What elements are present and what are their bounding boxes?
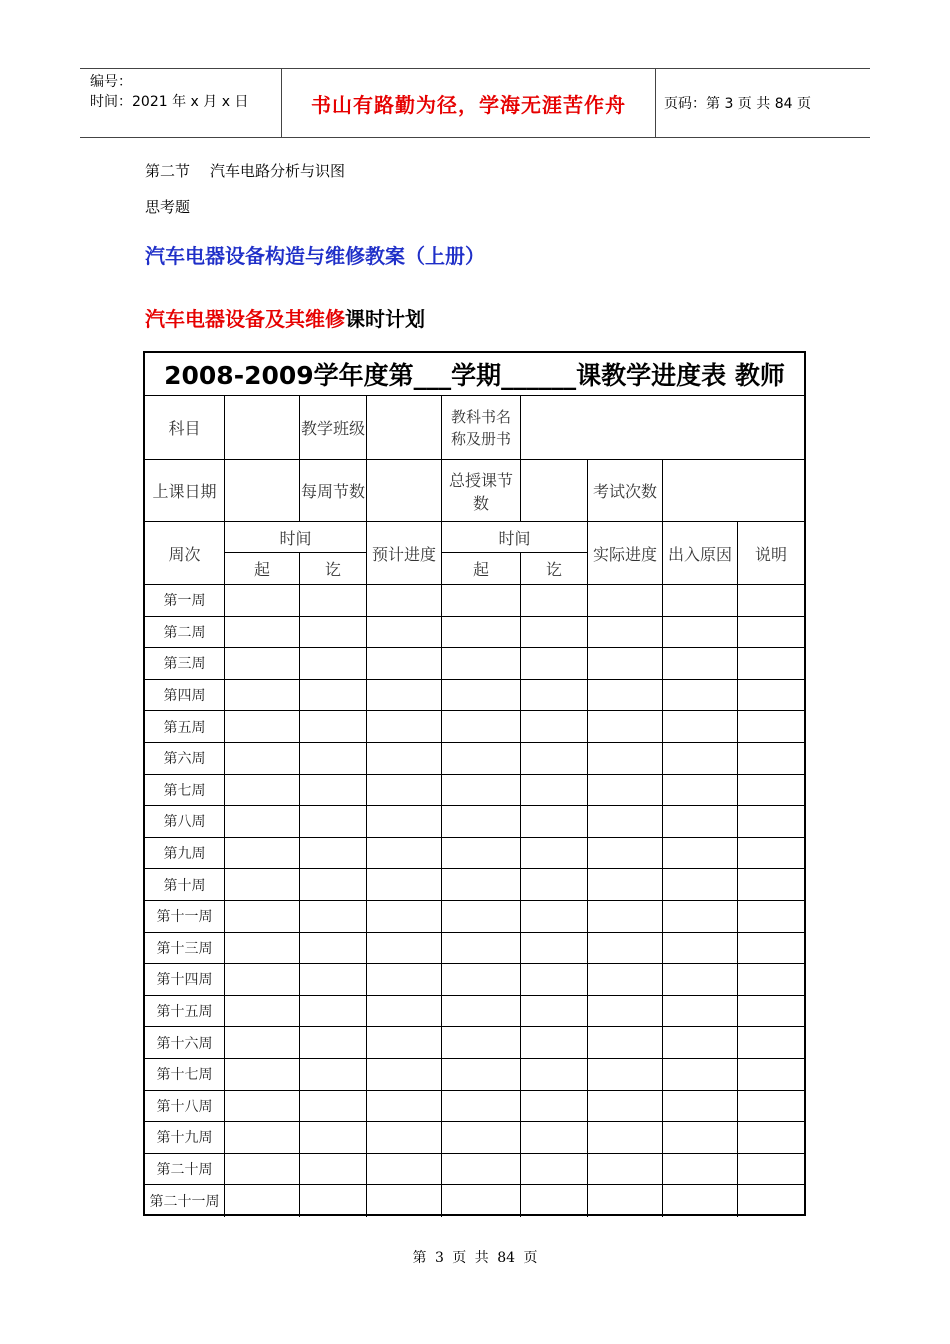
subject-value[interactable] xyxy=(225,396,300,460)
week-label: 第五周 xyxy=(145,711,225,743)
schedule-cell[interactable] xyxy=(442,648,521,680)
schedule-cell[interactable] xyxy=(521,1027,588,1059)
week-label: 第四周 xyxy=(145,680,225,712)
course-plan-title-black: 课时计划 xyxy=(345,307,425,331)
schedule-cell[interactable] xyxy=(663,996,738,1028)
schedule-cell[interactable] xyxy=(663,806,738,838)
schedule-cell[interactable] xyxy=(738,1059,804,1091)
schedule-cell[interactable] xyxy=(738,964,804,996)
schedule-cell[interactable] xyxy=(588,1122,663,1154)
schedule-cell[interactable] xyxy=(225,1059,300,1091)
schedule-cell[interactable] xyxy=(300,711,367,743)
schedule-cell[interactable] xyxy=(300,743,367,775)
schedule-cell[interactable] xyxy=(300,1027,367,1059)
schedule-cell[interactable] xyxy=(521,743,588,775)
document-time-label: 时间：2021 年 x 月 x 日 xyxy=(90,94,249,110)
note-header: 说明 xyxy=(738,522,804,585)
schedule-cell[interactable] xyxy=(300,775,367,807)
schedule-cell[interactable] xyxy=(588,680,663,712)
week-label: 第十四周 xyxy=(145,964,225,996)
schedule-cell[interactable] xyxy=(225,617,300,649)
course-plan-title xyxy=(145,303,425,332)
date-value[interactable] xyxy=(225,460,300,522)
course-plan-title-red: 汽车电器设备及其维修 xyxy=(145,307,345,331)
schedule-cell[interactable] xyxy=(588,1185,663,1217)
subject-label: 科目 xyxy=(145,396,225,460)
week-label: 第十一周 xyxy=(145,901,225,933)
schedule-cell[interactable] xyxy=(588,775,663,807)
schedule-cell[interactable] xyxy=(225,775,300,807)
schedule-cell[interactable] xyxy=(367,869,442,901)
schedule-cell[interactable] xyxy=(588,869,663,901)
schedule-cell[interactable] xyxy=(225,1154,300,1186)
schedule-cell[interactable] xyxy=(521,933,588,965)
schedule-cell[interactable] xyxy=(738,711,804,743)
page-footer: 第 3 页 共 84 页 xyxy=(412,1250,538,1266)
schedule-cell[interactable] xyxy=(225,1122,300,1154)
class-value[interactable] xyxy=(367,396,442,460)
schedule-cell[interactable] xyxy=(663,1059,738,1091)
schedule-cell[interactable] xyxy=(225,838,300,870)
schedule-cell[interactable] xyxy=(663,1122,738,1154)
week-label: 第十八周 xyxy=(145,1091,225,1123)
schedule-cell[interactable] xyxy=(300,964,367,996)
schedule-cell[interactable] xyxy=(588,996,663,1028)
planned-header: 预计进度 xyxy=(367,522,442,585)
schedule-cell[interactable] xyxy=(738,869,804,901)
schedule-cell[interactable] xyxy=(521,1059,588,1091)
schedule-cell[interactable] xyxy=(300,996,367,1028)
schedule-cell[interactable] xyxy=(367,1091,442,1123)
schedule-cell[interactable] xyxy=(663,585,738,617)
schedule-cell[interactable] xyxy=(738,617,804,649)
schedule-cell[interactable] xyxy=(588,617,663,649)
schedule-cell[interactable] xyxy=(367,743,442,775)
schedule-cell[interactable] xyxy=(442,901,521,933)
actual-header: 实际进度 xyxy=(588,522,663,585)
schedule-cell[interactable] xyxy=(367,901,442,933)
schedule-cell[interactable] xyxy=(367,775,442,807)
schedule-cell[interactable] xyxy=(300,648,367,680)
schedule-cell[interactable] xyxy=(588,743,663,775)
schedule-cell[interactable] xyxy=(367,648,442,680)
questions-heading: 思考题 xyxy=(145,198,191,216)
week-label: 第十九周 xyxy=(145,1122,225,1154)
schedule-cell[interactable] xyxy=(663,1185,738,1217)
schedule-cell[interactable] xyxy=(225,964,300,996)
schedule-cell[interactable] xyxy=(300,901,367,933)
schedule-cell[interactable] xyxy=(367,933,442,965)
schedule-cell[interactable] xyxy=(300,1154,367,1186)
week-label: 第八周 xyxy=(145,806,225,838)
blue-title: 汽车电器设备构造与维修教案（上册） xyxy=(145,244,485,268)
schedule-cell[interactable] xyxy=(367,1027,442,1059)
schedule-cell[interactable] xyxy=(367,964,442,996)
schedule-cell[interactable] xyxy=(442,680,521,712)
schedule-cell[interactable] xyxy=(225,996,300,1028)
schedule-cell[interactable] xyxy=(663,1091,738,1123)
schedule-cell[interactable] xyxy=(442,1122,521,1154)
schedule-cell[interactable] xyxy=(521,585,588,617)
schedule-cell[interactable] xyxy=(367,838,442,870)
schedule-cell[interactable] xyxy=(367,711,442,743)
weekly-hours-label: 每周节数 xyxy=(300,460,367,522)
start-header-2: 起 xyxy=(442,553,521,585)
schedule-cell[interactable] xyxy=(367,617,442,649)
schedule-cell[interactable] xyxy=(521,838,588,870)
schedule-cell[interactable] xyxy=(300,806,367,838)
schedule-cell[interactable] xyxy=(367,585,442,617)
schedule-cell[interactable] xyxy=(367,680,442,712)
schedule-cell[interactable] xyxy=(225,648,300,680)
schedule-cell[interactable] xyxy=(588,711,663,743)
schedule-cell[interactable] xyxy=(521,964,588,996)
schedule-cell[interactable] xyxy=(442,964,521,996)
schedule-cell[interactable] xyxy=(663,838,738,870)
exams-label: 考试次数 xyxy=(588,460,663,522)
schedule-cell[interactable] xyxy=(521,617,588,649)
schedule-cell[interactable] xyxy=(738,1027,804,1059)
schedule-cell[interactable] xyxy=(738,648,804,680)
schedule-cell[interactable] xyxy=(663,680,738,712)
date-label: 上课日期 xyxy=(145,460,225,522)
exams-value[interactable] xyxy=(663,460,804,522)
schedule-cell[interactable] xyxy=(442,1154,521,1186)
schedule-cell[interactable] xyxy=(521,869,588,901)
start-header: 起 xyxy=(225,553,300,585)
schedule-cell[interactable] xyxy=(442,1027,521,1059)
schedule-cell[interactable] xyxy=(663,617,738,649)
schedule-cell[interactable] xyxy=(588,964,663,996)
schedule-cell[interactable] xyxy=(738,680,804,712)
schedule-cell[interactable] xyxy=(300,933,367,965)
schedule-cell[interactable] xyxy=(738,1122,804,1154)
reason-header: 出入原因 xyxy=(663,522,738,585)
schedule-cell[interactable] xyxy=(300,1122,367,1154)
schedule-cell[interactable] xyxy=(588,585,663,617)
schedule-cell[interactable] xyxy=(442,1059,521,1091)
schedule-cell[interactable] xyxy=(588,901,663,933)
week-label: 第六周 xyxy=(145,743,225,775)
schedule-cell[interactable] xyxy=(367,1059,442,1091)
schedule-cell[interactable] xyxy=(521,1154,588,1186)
schedule-cell[interactable] xyxy=(442,585,521,617)
end-header: 讫 xyxy=(300,553,367,585)
schedule-cell[interactable] xyxy=(225,711,300,743)
schedule-cell[interactable] xyxy=(367,1185,442,1217)
week-label: 第一周 xyxy=(145,585,225,617)
schedule-cell[interactable] xyxy=(663,1154,738,1186)
total-hours-value[interactable] xyxy=(521,460,588,522)
header-meta xyxy=(80,69,281,137)
weekly-hours-value[interactable] xyxy=(367,460,442,522)
schedule-cell[interactable] xyxy=(442,711,521,743)
schedule-cell[interactable] xyxy=(738,806,804,838)
schedule-cell[interactable] xyxy=(738,996,804,1028)
schedule-cell[interactable] xyxy=(738,1091,804,1123)
schedule-cell[interactable] xyxy=(225,680,300,712)
schedule-cell[interactable] xyxy=(442,1185,521,1217)
schedule-cell[interactable] xyxy=(738,1185,804,1217)
schedule-cell[interactable] xyxy=(738,838,804,870)
schedule-cell[interactable] xyxy=(442,869,521,901)
week-label: 第九周 xyxy=(145,838,225,870)
schedule-cell[interactable] xyxy=(588,933,663,965)
schedule-cell[interactable] xyxy=(738,743,804,775)
page-header xyxy=(80,68,870,138)
schedule-cell[interactable] xyxy=(521,711,588,743)
schedule-cell[interactable] xyxy=(225,806,300,838)
schedule-cell[interactable] xyxy=(300,585,367,617)
schedule-cell[interactable] xyxy=(225,1185,300,1217)
schedule-cell[interactable] xyxy=(225,901,300,933)
schedule-cell[interactable] xyxy=(738,933,804,965)
schedule-cell[interactable] xyxy=(663,901,738,933)
week-label: 第二十一周 xyxy=(145,1185,225,1217)
week-label: 第十三周 xyxy=(145,933,225,965)
schedule-cell[interactable] xyxy=(521,806,588,838)
schedule-cell[interactable] xyxy=(300,680,367,712)
schedule-cell[interactable] xyxy=(442,806,521,838)
schedule-cell[interactable] xyxy=(367,996,442,1028)
section-number: 第二节 xyxy=(145,162,191,180)
week-label: 第二周 xyxy=(145,617,225,649)
header-page-info: 页码：第 3 页 共 84 页 xyxy=(664,96,811,112)
schedule-cell[interactable] xyxy=(300,869,367,901)
schedule-cell[interactable] xyxy=(521,996,588,1028)
schedule-cell[interactable] xyxy=(663,1027,738,1059)
schedule-table xyxy=(143,351,806,1216)
schedule-cell[interactable] xyxy=(663,869,738,901)
schedule-cell[interactable] xyxy=(738,775,804,807)
end-header-2: 讫 xyxy=(521,553,588,585)
schedule-cell[interactable] xyxy=(225,743,300,775)
week-label: 第十五周 xyxy=(145,996,225,1028)
schedule-cell[interactable] xyxy=(442,743,521,775)
schedule-cell[interactable] xyxy=(663,711,738,743)
week-label: 第二十周 xyxy=(145,1154,225,1186)
schedule-cell[interactable] xyxy=(442,838,521,870)
schedule-cell[interactable] xyxy=(588,1091,663,1123)
schedule-cell[interactable] xyxy=(442,933,521,965)
schedule-cell[interactable] xyxy=(442,1091,521,1123)
schedule-cell[interactable] xyxy=(225,869,300,901)
schedule-cell[interactable] xyxy=(521,1091,588,1123)
schedule-cell[interactable] xyxy=(521,1122,588,1154)
schedule-cell[interactable] xyxy=(663,933,738,965)
schedule-cell[interactable] xyxy=(367,806,442,838)
schedule-cell[interactable] xyxy=(588,1154,663,1186)
schedule-cell[interactable] xyxy=(367,1122,442,1154)
schedule-cell[interactable] xyxy=(225,1027,300,1059)
schedule-cell[interactable] xyxy=(300,838,367,870)
schedule-cell[interactable] xyxy=(663,648,738,680)
section-title: 汽车电路分析与识图 xyxy=(210,162,346,180)
schedule-cell[interactable] xyxy=(521,648,588,680)
schedule-cell[interactable] xyxy=(225,585,300,617)
schedule-cell[interactable] xyxy=(588,648,663,680)
schedule-cell[interactable] xyxy=(588,806,663,838)
total-hours-label: 总授课节数 xyxy=(442,460,521,522)
schedule-cell[interactable] xyxy=(300,617,367,649)
header-motto: 书山有路勤为径，学海无涯苦作舟 xyxy=(281,69,656,137)
week-label: 第七周 xyxy=(145,775,225,807)
schedule-cell[interactable] xyxy=(300,1059,367,1091)
schedule-cell[interactable] xyxy=(738,1154,804,1186)
textbook-label: 教科书名称及册书 xyxy=(442,396,521,460)
table-title: 2008-2009学年度第___学期______课教学进度表 教师 xyxy=(145,353,804,396)
schedule-cell[interactable] xyxy=(588,1027,663,1059)
schedule-cell[interactable] xyxy=(300,1185,367,1217)
week-label: 第十七周 xyxy=(145,1059,225,1091)
schedule-cell[interactable] xyxy=(521,680,588,712)
document-number-label: 编号： xyxy=(90,74,132,90)
schedule-cell[interactable] xyxy=(521,1185,588,1217)
schedule-cell[interactable] xyxy=(738,585,804,617)
week-header: 周次 xyxy=(145,522,225,585)
schedule-cell[interactable] xyxy=(442,617,521,649)
section-heading xyxy=(145,160,345,181)
schedule-cell[interactable] xyxy=(442,996,521,1028)
time-header-2: 时间 xyxy=(442,522,588,553)
schedule-cell[interactable] xyxy=(521,901,588,933)
week-label: 第三周 xyxy=(145,648,225,680)
schedule-cell[interactable] xyxy=(738,901,804,933)
schedule-cell[interactable] xyxy=(663,743,738,775)
schedule-cell[interactable] xyxy=(521,775,588,807)
schedule-cell[interactable] xyxy=(225,933,300,965)
schedule-cell[interactable] xyxy=(588,1059,663,1091)
textbook-value[interactable] xyxy=(521,396,804,460)
schedule-cell[interactable] xyxy=(300,1091,367,1123)
schedule-cell[interactable] xyxy=(225,1091,300,1123)
schedule-cell[interactable] xyxy=(663,964,738,996)
time-header: 时间 xyxy=(225,522,367,553)
schedule-cell[interactable] xyxy=(367,1154,442,1186)
week-label: 第十六周 xyxy=(145,1027,225,1059)
class-label: 教学班级 xyxy=(300,396,367,460)
week-label: 第十周 xyxy=(145,869,225,901)
schedule-cell[interactable] xyxy=(588,838,663,870)
schedule-cell[interactable] xyxy=(663,775,738,807)
schedule-cell[interactable] xyxy=(442,775,521,807)
